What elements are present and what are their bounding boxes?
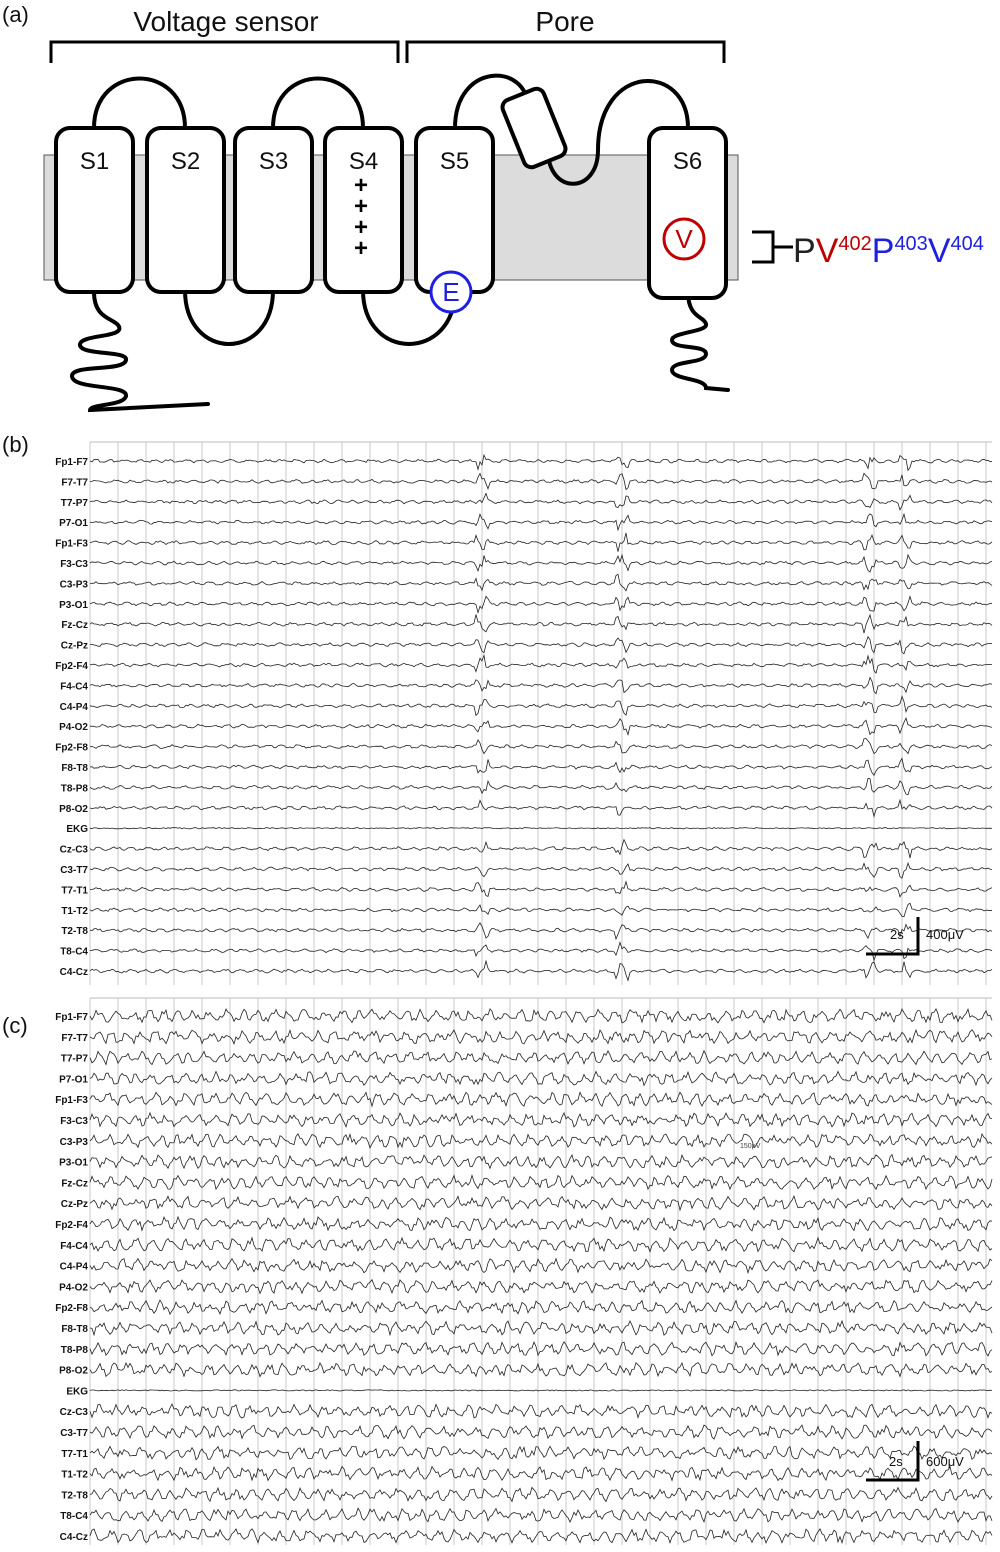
- trace-b-fp2-f4: [90, 655, 992, 673]
- trace-b-cz-c3: [90, 840, 992, 858]
- channel-label-p7-o1: P7-O1: [59, 1074, 88, 1086]
- loop-s3-s4: [273, 79, 363, 129]
- channel-label-c4-cz: C4-Cz: [59, 967, 88, 978]
- s4-charge-1: +: [353, 172, 369, 199]
- trace-b-p7-o1: [90, 514, 992, 530]
- mutation-n2: 403: [894, 233, 928, 255]
- trace-c-ekg: [90, 1390, 992, 1391]
- trace-c-fp1-f7: [90, 1009, 992, 1023]
- loop-s1-s2: [94, 79, 185, 129]
- channel-label-c3-p3: C3-P3: [59, 1136, 88, 1148]
- segment-s4-label: S4: [348, 148, 379, 175]
- trace-c-t8-p8: [90, 1342, 992, 1356]
- channel-label-t1-t2: T1-T2: [61, 1469, 88, 1481]
- mutation-bracket: [752, 232, 793, 262]
- channel-label-fp2-f8: Fp2-F8: [55, 1303, 88, 1315]
- segment-s3-label: S3: [258, 148, 289, 175]
- channel-label-c3-t7: C3-T7: [60, 865, 88, 876]
- voltage-sensor-bracket: [51, 42, 398, 63]
- channel-label-p4-o2: P4-O2: [59, 722, 88, 734]
- channel-label-fp2-f4: Fp2-F4: [55, 661, 88, 672]
- trace-b-c3-t7: [90, 863, 992, 878]
- channel-label-c3-p3: C3-P3: [59, 579, 88, 591]
- channel-label-t7-t1: T7-T1: [61, 1448, 88, 1460]
- channel-label-fz-cz: Fz-Cz: [61, 1178, 88, 1190]
- channel-label-fp2-f8: Fp2-F8: [55, 742, 88, 754]
- channel-label-cz-pz: Cz-Pz: [60, 640, 88, 652]
- channel-label-p3-o1: P3-O1: [59, 1157, 88, 1169]
- trace-c-p4-o2: [90, 1280, 992, 1294]
- segment-s1-label: S1: [79, 148, 110, 175]
- channel-label-c4-p4: C4-P4: [59, 701, 88, 713]
- s4-charge-4: +: [353, 235, 369, 262]
- channel-label-f4-c4: F4-C4: [60, 681, 88, 693]
- channel-label-t2-t8: T2-T8: [61, 926, 88, 938]
- channel-label-t8-c4: T8-C4: [60, 1511, 88, 1523]
- trace-c-f3-c3: [90, 1113, 992, 1127]
- channel-label-f8-t8: F8-T8: [61, 1324, 88, 1335]
- trace-c-t2-t8: [90, 1488, 992, 1502]
- segment-s6-label: S6: [672, 148, 703, 175]
- panel-c-label: (c): [2, 1013, 28, 1038]
- channel-label-f4-c4: F4-C4: [60, 1240, 88, 1252]
- channel-label-t8-p8: T8-P8: [60, 1344, 88, 1356]
- trace-b-p3-o1: [90, 596, 992, 612]
- channel-label-fp2-f4: Fp2-F4: [55, 1220, 88, 1231]
- channel-label-f8-t8: F8-T8: [61, 763, 88, 774]
- trace-c-c4-cz: [90, 1529, 992, 1543]
- eeg-grid-c: [90, 998, 992, 1545]
- channel-label-cz-pz: Cz-Pz: [60, 1199, 88, 1211]
- trace-c-cz-c3: [90, 1404, 992, 1418]
- mutation-sequence: [793, 232, 984, 270]
- segment-s5-label: S5: [439, 148, 470, 175]
- trace-c-t8-c4: [90, 1508, 992, 1522]
- channel-label-t1-t2: T1-T2: [61, 905, 88, 917]
- channel-label-fp1-f7: Fp1-F7: [55, 457, 88, 468]
- panel-b-label: (b): [2, 432, 29, 457]
- channel-label-ekg: EKG: [66, 824, 88, 836]
- trace-b-t7-t1: [90, 882, 992, 897]
- trace-b-t8-p8: [90, 778, 992, 794]
- trace-b-c4-cz: [90, 961, 992, 980]
- segment-s4: [325, 128, 402, 292]
- channel-label-t7-p7: T7-P7: [60, 1053, 88, 1065]
- v-residue-label: V: [675, 224, 693, 254]
- loop-s2-s3: [185, 290, 273, 344]
- channel-label-p8-o2: P8-O2: [59, 803, 88, 815]
- mutation-r1: V: [815, 232, 839, 270]
- c-terminal-tail: [672, 292, 728, 390]
- trace-b-t1-t2: [90, 903, 992, 917]
- channel-label-cz-c3: Cz-C3: [59, 844, 88, 856]
- segment-s2-label: S2: [170, 148, 201, 175]
- mutation-prefix: P: [793, 232, 816, 270]
- segment-s3: [235, 128, 312, 292]
- mutation-r3: V: [927, 232, 951, 270]
- trace-b-fz-cz: [90, 615, 992, 634]
- channel-label-fz-cz: Fz-Cz: [61, 620, 88, 632]
- annotation-c: 150μV: [740, 1143, 761, 1150]
- trace-b-c3-p3: [90, 574, 992, 591]
- channel-label-cz-c3: Cz-C3: [59, 1407, 88, 1419]
- channel-label-p7-o1: P7-O1: [59, 518, 88, 530]
- trace-b-cz-pz: [90, 637, 992, 654]
- eeg-traces-b: [90, 455, 992, 980]
- trace-b-f4-c4: [90, 678, 992, 694]
- e-residue-label: E: [442, 277, 460, 307]
- channel-label-p8-o2: P8-O2: [59, 1365, 88, 1377]
- segment-s6: [649, 128, 726, 298]
- channel-label-fp1-f3: Fp1-F3: [55, 538, 88, 550]
- trace-c-c3-p3: [90, 1134, 992, 1148]
- segment-s5: [416, 128, 493, 292]
- channel-label-f7-t7: F7-T7: [61, 477, 88, 489]
- channel-label-p4-o2: P4-O2: [59, 1282, 88, 1294]
- trace-b-fp1-f3: [90, 533, 992, 552]
- trace-c-fz-cz: [90, 1175, 992, 1189]
- trace-b-f7-t7: [90, 473, 992, 489]
- channel-label-c4-p4: C4-P4: [59, 1261, 88, 1273]
- pore-label: Pore: [535, 6, 595, 37]
- s4-charge-2: +: [353, 193, 369, 220]
- trace-c-t7-p7: [90, 1051, 992, 1065]
- channel-labels-c: [55, 1012, 88, 1543]
- trace-b-f3-c3: [90, 555, 992, 572]
- scale-time-c: 2s: [889, 1454, 903, 1469]
- trace-b-t7-p7: [90, 494, 992, 510]
- trace-c-c3-t7: [90, 1425, 992, 1439]
- trace-c-fp2-f8: [90, 1300, 992, 1314]
- trace-c-f4-c4: [90, 1238, 992, 1252]
- trace-b-fp2-f8: [90, 739, 992, 754]
- channel-label-p3-o1: P3-O1: [59, 599, 88, 611]
- panel-c: [2, 998, 992, 1545]
- trace-b-p4-o2: [90, 718, 992, 735]
- channel-label-t8-p8: T8-P8: [60, 783, 88, 795]
- channel-label-ekg: EKG: [66, 1386, 88, 1398]
- trace-c-p7-o1: [90, 1072, 992, 1086]
- trace-b-p8-o2: [90, 800, 992, 816]
- channel-label-f3-c3: F3-C3: [60, 1116, 88, 1127]
- trace-c-p3-o1: [90, 1155, 992, 1169]
- channel-label-f7-t7: F7-T7: [61, 1032, 88, 1044]
- trace-b-fp1-f7: [90, 455, 992, 470]
- trace-b-ekg: [90, 828, 992, 829]
- mutation-n3: 404: [950, 233, 984, 255]
- channel-label-c4-cz: C4-Cz: [59, 1532, 88, 1543]
- trace-b-t8-c4: [90, 942, 992, 960]
- trace-b-f8-t8: [90, 758, 992, 775]
- trace-c-t7-t1: [90, 1446, 992, 1460]
- trace-c-t1-t2: [90, 1467, 992, 1481]
- channel-label-t7-p7: T7-P7: [60, 497, 88, 509]
- segment-s2: [147, 128, 224, 292]
- scale-time-b: 2s: [890, 927, 904, 942]
- mutation-r2: P: [871, 232, 895, 270]
- channel-label-t2-t8: T2-T8: [61, 1490, 88, 1502]
- trace-c-cz-pz: [90, 1196, 992, 1210]
- eeg-traces-c: [90, 1009, 992, 1543]
- trace-c-f8-t8: [90, 1321, 992, 1335]
- mutation-n1: 402: [838, 233, 872, 255]
- channel-label-t8-c4: T8-C4: [60, 946, 88, 958]
- eeg-grid-b: [90, 442, 992, 985]
- panel-a: [2, 2, 984, 410]
- trace-c-c4-p4: [90, 1259, 992, 1273]
- trace-b-t2-t8: [90, 923, 992, 939]
- scale-amp-b: 400μV: [926, 927, 964, 942]
- channel-label-f3-c3: F3-C3: [60, 559, 88, 570]
- segment-s1: [56, 128, 133, 292]
- channel-label-fp1-f3: Fp1-F3: [55, 1095, 88, 1107]
- trace-c-p8-o2: [90, 1363, 992, 1377]
- panel-b: [2, 432, 992, 985]
- pore-bracket: [407, 42, 724, 63]
- channel-labels-b: [55, 457, 88, 978]
- voltage-sensor-label: Voltage sensor: [133, 6, 319, 37]
- trace-c-fp2-f4: [90, 1217, 992, 1231]
- trace-c-fp1-f3: [90, 1092, 992, 1106]
- scale-amp-c: 600μV: [926, 1454, 964, 1469]
- channel-label-t7-t1: T7-T1: [61, 885, 88, 897]
- channel-label-fp1-f7: Fp1-F7: [55, 1012, 88, 1023]
- channel-label-c3-t7: C3-T7: [60, 1428, 88, 1439]
- trace-c-f7-t7: [90, 1030, 992, 1044]
- s4-charge-3: +: [353, 214, 369, 241]
- panel-a-label: (a): [2, 2, 29, 27]
- trace-b-c4-p4: [90, 696, 992, 715]
